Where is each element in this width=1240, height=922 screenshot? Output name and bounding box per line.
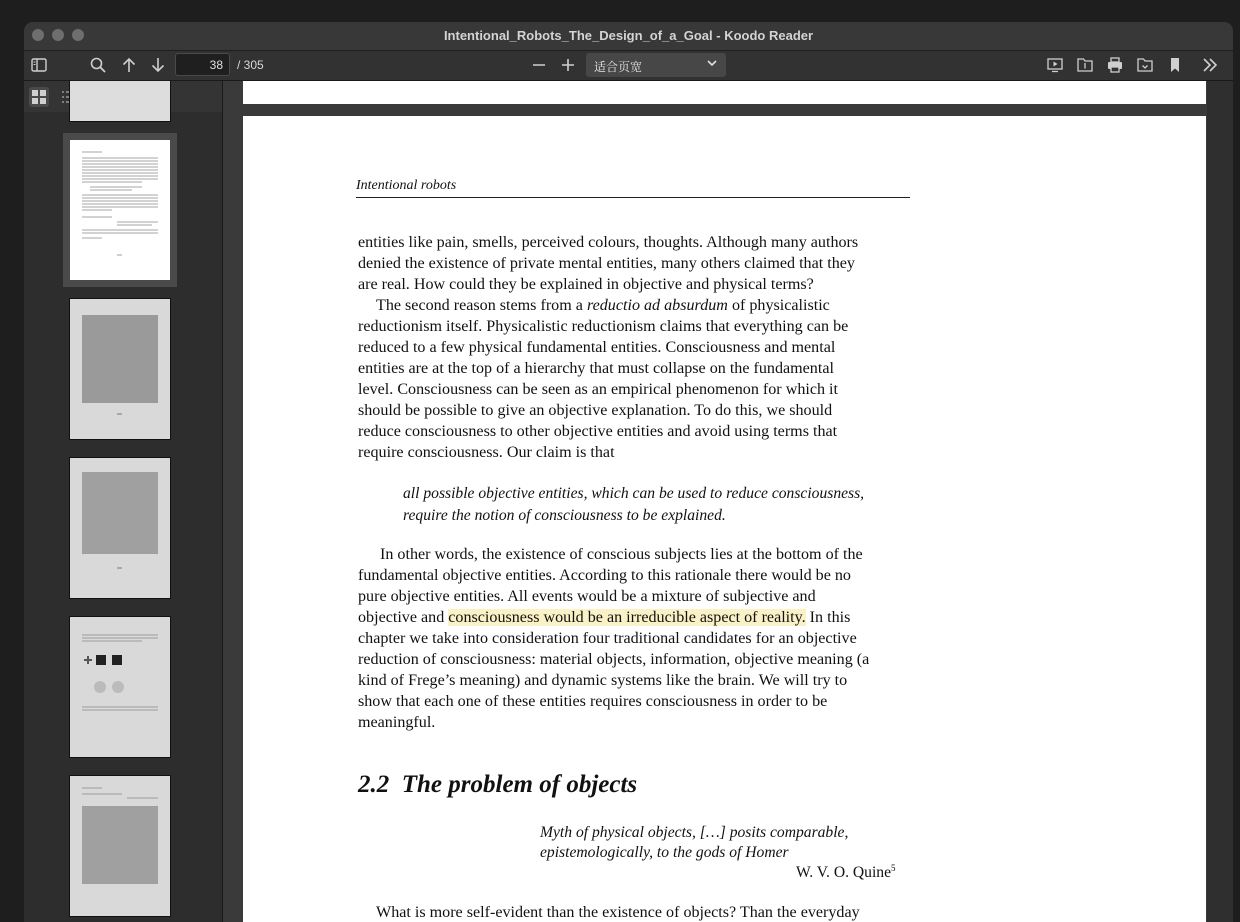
text-line: denied the existence of private mental entities, many others claimed that they [358, 255, 855, 272]
page-thumbnail[interactable] [70, 617, 170, 757]
document-page [243, 116, 1206, 922]
thumbnail-text-lines [82, 468, 158, 588]
page-total: / 305 [237, 58, 264, 72]
thumbnail-text-lines [82, 627, 158, 747]
print-icon[interactable] [1104, 54, 1126, 76]
text-line: fundamental objective entities. According to this rationale there would be no [358, 567, 851, 584]
arrow-down-icon[interactable] [147, 54, 169, 76]
text-span: In this [805, 609, 851, 626]
zoom-in-icon[interactable] [557, 54, 579, 76]
open-file-icon[interactable] [1074, 54, 1096, 76]
paragraph-1 [358, 232, 909, 463]
page-thumbnail[interactable] [70, 81, 170, 121]
text-line: reduced to a few physical fundamental entities. Consciousness and mental [358, 339, 836, 356]
text-line: reduce consciousness to other objective entities and avoid using terms that [358, 423, 838, 440]
page-thumbnail-current[interactable] [70, 140, 170, 280]
search-icon[interactable] [87, 54, 109, 76]
page-thumbnail[interactable] [70, 458, 170, 598]
text-span: objective and [358, 609, 449, 626]
text-line: level. Consciousness can be seen as an empirical phenomenon for which it [358, 381, 838, 398]
text-line: require consciousness. Our claim is that [358, 444, 615, 461]
text-line: In other words, the existence of conscious subjects lies at the bottom of the [380, 546, 863, 563]
text-line: chapter we take into consideration four traditional candidates for an objective [358, 630, 857, 647]
arrow-up-icon[interactable] [118, 54, 140, 76]
text-line: pure objective entities. All events would be a mixture of subjective and [358, 588, 816, 605]
download-icon[interactable] [1134, 54, 1156, 76]
attribution-name: W. V. O. Quine [796, 864, 892, 882]
text-line [358, 295, 909, 316]
thumbnails-icon[interactable] [29, 87, 49, 107]
text-line: kind of Frege’s meaning) and dynamic systems like the brain. We will try to [358, 672, 848, 689]
thumbnail-sidebar [24, 81, 223, 922]
footnote-marker[interactable]: 5 [891, 863, 896, 873]
vertical-scrollbar[interactable] [1207, 81, 1233, 922]
page-thumbnail[interactable] [70, 776, 170, 916]
running-head: Intentional robots [356, 178, 457, 193]
text-line: should be possible to give an objective explanation. To do this, we should [358, 402, 833, 419]
sidebar-toggle-icon[interactable] [28, 54, 50, 76]
epigraph-line: epistemologically, to the gods of Homer [540, 844, 789, 861]
document-viewer[interactable] [223, 81, 1233, 922]
text-line: show that each one of these entities requires consciousness in order to be [358, 693, 828, 710]
zoom-select[interactable] [586, 53, 726, 77]
window-title: Intentional_Robots_The_Design_of_a_Goal - Koodo Reader [443, 28, 814, 43]
thumbnail-text-lines [82, 309, 158, 429]
quote-line: all possible objective entities, which can be used to reduce consciousness, [403, 485, 865, 502]
italic-span: reductio ad absurdum [586, 297, 728, 314]
page-number-input[interactable] [175, 53, 230, 76]
thumbnail-text-lines [82, 786, 158, 906]
bookmark-icon[interactable] [1164, 54, 1186, 76]
toolbar [24, 51, 1233, 81]
thumbnail-text-lines [82, 150, 158, 270]
text-line: entities are at the top of a hierarchy that must collapse on the fundamental [358, 360, 834, 377]
highlighted-text[interactable]: consciousness would be an irreducible aspect of reality. [448, 609, 806, 626]
previous-page-bottom [243, 81, 1206, 104]
app-window [24, 22, 1233, 922]
epigraph-attribution [796, 863, 896, 882]
zoom-out-icon[interactable] [528, 54, 550, 76]
section-title: The problem of objects [401, 771, 638, 798]
epigraph-line: Myth of physical objects, […] posits comparable, [540, 824, 849, 841]
text-line: reductionism itself. Physicalistic reductionism claims that everything can be [358, 318, 849, 335]
block-quote [403, 483, 883, 527]
epigraph [540, 823, 909, 863]
zoom-select-value: 适合页宽 [594, 60, 643, 74]
header-rule [356, 197, 910, 198]
text-line: meaningful. [358, 714, 436, 731]
text-line: reduction of consciousness: material objects, information, objective meaning (a [358, 651, 870, 668]
text-line [358, 607, 909, 628]
presentation-icon[interactable] [1044, 54, 1066, 76]
text-line: are real. How could they be explained in objective and physical terms? [358, 276, 814, 293]
chevron-down-icon [706, 57, 718, 69]
text-span: The second reason stems from a [376, 297, 587, 314]
page-thumbnail[interactable] [70, 299, 170, 439]
section-number: 2.2 [358, 771, 390, 798]
text-line: entities like pain, smells, perceived colours, thoughts. Although many authors [358, 234, 859, 251]
section-heading [358, 771, 637, 799]
paragraph-4: What is more self-evident than the existence of objects? Than the everyday [376, 904, 860, 921]
more-icon[interactable] [1199, 54, 1221, 76]
text-span: of physicalistic [727, 297, 830, 314]
quote-line: require the notion of consciousness to be explained. [403, 507, 726, 524]
title-bar [24, 22, 1233, 51]
paragraph-3 [358, 544, 909, 733]
